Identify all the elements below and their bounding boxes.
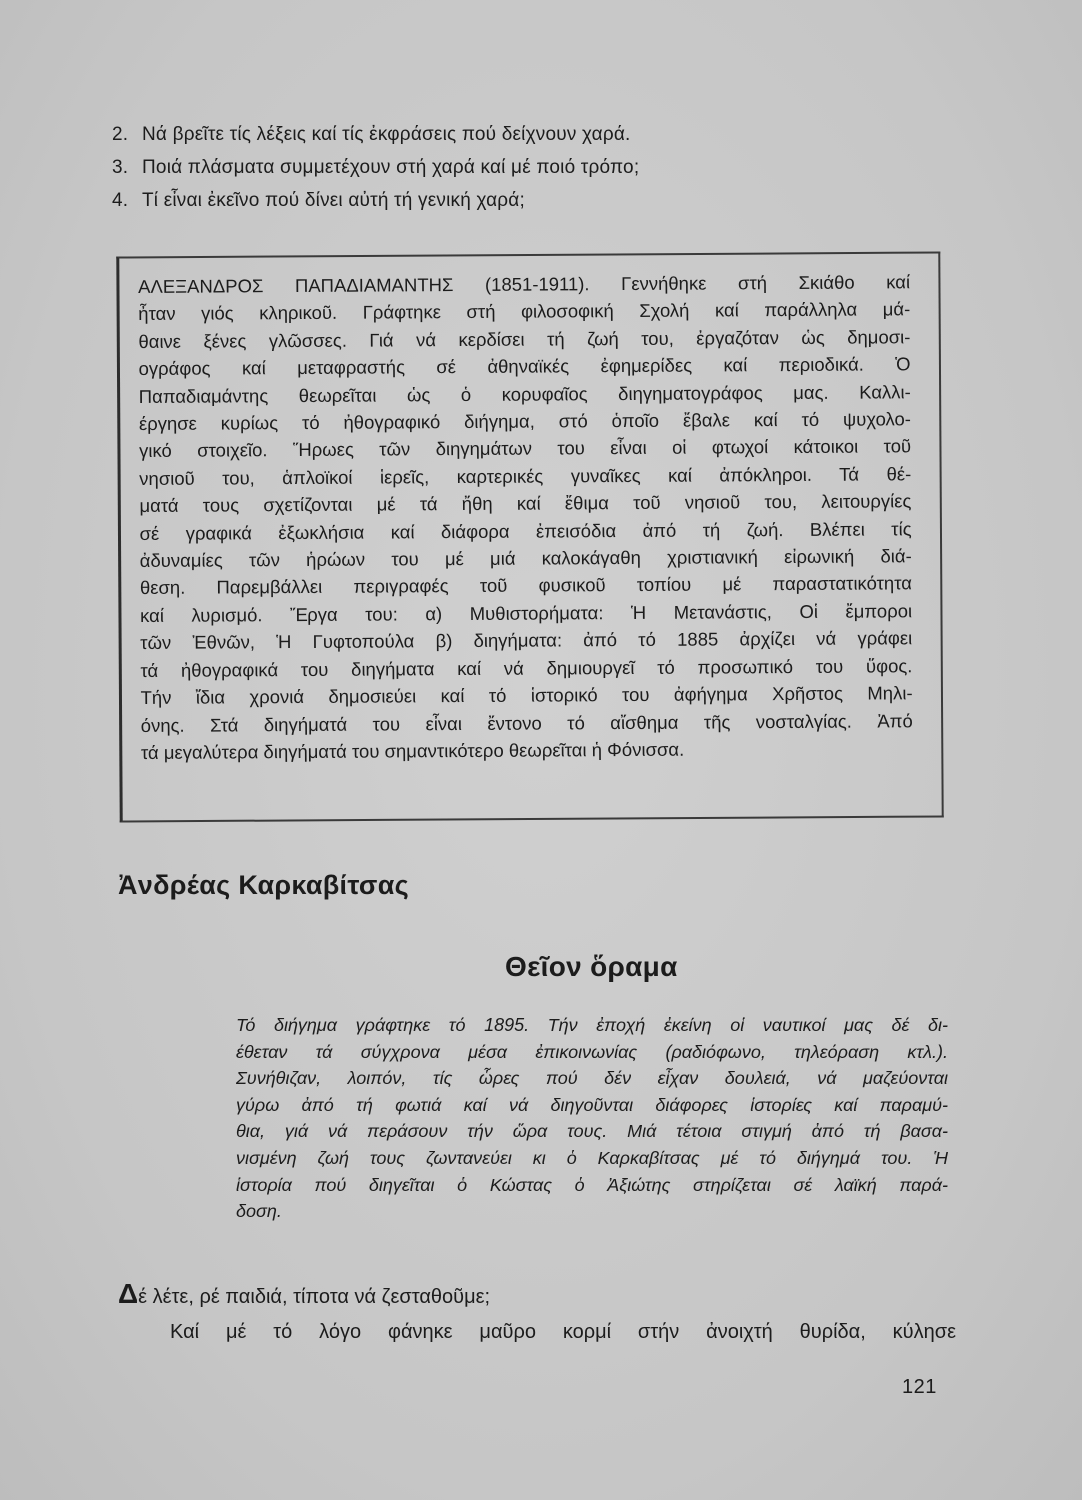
bio-line: καί λυρισμό. Ἔργα του: α) Μυθιστορήματα: Ἡ Μετανάστις, Οἱ ἔμποροι bbox=[140, 600, 913, 626]
bio-line: θαινε ξένες γλῶσσες. Γιά νά κερδίσει τή ζωή του, ἐργαζόταν ὡς δημοσι- bbox=[138, 326, 911, 352]
question-item bbox=[112, 118, 832, 151]
question-text: Ποιά πλάσματα συμμετέχουν στή χαρά καί μέ ποιό τρόπο; bbox=[142, 157, 640, 178]
intro-line: γύρω ἀπό τή φωτιά καί νά διηγοῦνται διάφορες ἱστορίες καί παραμύ- bbox=[236, 1094, 948, 1115]
intro-line: νισμένη ζωή τους ζωντανεύει κι ὁ Καρκαβίτσας μέ τό διήγημά του. Ἡ bbox=[236, 1147, 948, 1168]
bio-line: τά ἠθογραφικά του διηγήματα καί νά δημιουργεῖ τό προσωπικό του ὕφος. bbox=[140, 654, 913, 681]
intro-line: δοση. bbox=[236, 1201, 282, 1222]
drop-letter: Δ bbox=[118, 1278, 139, 1309]
questions-list bbox=[112, 118, 832, 217]
question-number: 3. bbox=[112, 157, 129, 178]
intro-line: θια, γιά νά περάσουν τήν ὥρα τους. Μιά τέτοια στιγμή ἀπό τή βασα- bbox=[236, 1121, 948, 1142]
story-first-line-text: έ λέτε, ρέ παιδιά, τίποτα νά ζεσταθοῦμε; bbox=[138, 1286, 491, 1308]
question-text: Τί εἶναι ἐκεῖνο πού δίνει αὐτή τή γενική χαρά; bbox=[142, 190, 525, 211]
bio-text bbox=[138, 268, 913, 766]
bio-line: Παπαδιαμάντης θεωρεῖται ὡς ὁ κορυφαῖος διηγηματογράφος μας. Καλλι- bbox=[138, 380, 911, 407]
bio-line: ματά τους σχετίζονται μέ τά ἤθη καί ἔθιμα τοῦ νησιοῦ του, λειτουργίες bbox=[139, 490, 912, 517]
intro-line: Τό διήγημα γράφτηκε τό 1895. Τήν ἐποχή ἐκείνη οἱ ναυτικοί μας δέ δι- bbox=[236, 1015, 948, 1035]
question-number: 2. bbox=[112, 124, 129, 145]
bio-line: έργησε κυρίως τό ἠθογραφικό διήγημα, στό ὁποῖο ἔβαλε καί τό ψυχολο- bbox=[138, 408, 911, 435]
bio-line: σέ γραφικά ἐξωκλήσια καί διάφορα ἐπεισόδια ἀπό τή ζωή. Βλέπει τίς bbox=[139, 517, 912, 544]
question-item bbox=[112, 151, 832, 184]
story-first-line bbox=[118, 1276, 956, 1315]
intro-line: έθεταν τά σύγχρονα μέσα ἐπικοινωνίας (ραδιόφωνο, τηλεόραση κτλ.). bbox=[236, 1041, 948, 1062]
question-text: Νά βρεῖτε τίς λέξεις καί τίς ἐκφράσεις πού δείχνουν χαρά. bbox=[142, 124, 631, 145]
question-item bbox=[112, 184, 832, 217]
bio-line: Τήν ἴδια χρονιά δημοσιεύει καί τό ἱστορικό του ἀφήγημα Χρῆστος Μηλι- bbox=[140, 682, 913, 709]
question-number: 4. bbox=[112, 190, 129, 211]
bio-line: γικό στοιχεῖο. Ἥρωες τῶν διηγημάτων του εἶναι οἱ φτωχοί κάτοικοι τοῦ bbox=[139, 435, 912, 462]
bio-line: τῶν Ἐθνῶν, Ἡ Γυφτοπούλα β) διηγήματα: ἀπό τό 1885 ἀρχίζει νά γράφει bbox=[140, 627, 913, 654]
bio-line: όνης. Στά διηγήματά του εἶναι ἔντονο τό αἴσθημα τῆς νοσταλγίας. Ἀπό bbox=[140, 709, 913, 736]
intro-line: ἱστορία πού διηγεῖται ὁ Κώστας ὁ Ἀξιώτης στηρίζεται σέ λαϊκή παρά- bbox=[236, 1174, 948, 1195]
bio-line: ΑΛΕΞΑΝΔΡΟΣ ΠΑΠΑΔΙΑΜΑΝΤΗΣ (1851-1911). Γεννήθηκε στή Σκιάθο καί bbox=[138, 271, 911, 297]
bio-line: ἀδυναμίες τῶν ἡρώων του μέ μιά καλοκάγαθη χριστιανική εἰρωνική διά- bbox=[139, 545, 912, 572]
author-heading: Ἀνδρέας Καρκαβίτσας bbox=[118, 870, 409, 900]
story-second-line: Καί μέ τό λόγο φάνηκε μαῦρο κορμί στήν ἀνοιχτή θυρίδα, κύλησε bbox=[170, 1321, 956, 1343]
bio-line: νησιοῦ του, ἁπλοϊκοί ἱερεῖς, καρτερικές γυναῖκες καί ἀπόκληροι. Τά θέ- bbox=[139, 463, 912, 489]
bio-line: τά μεγαλύτερα διηγήματά του σημαντικότερο θεωρεῖται ἡ Φόνισσα. bbox=[140, 738, 685, 763]
bio-line: ογράφος καί μεταφραστής σέ ἀθηναϊκές ἐφημερίδες καί περιοδικά. Ὁ bbox=[138, 353, 911, 380]
story-title: Θεῖον ὅραμα bbox=[505, 951, 678, 982]
intro-line: Συνήθιζαν, λοιπόν, τίς ὧρες πού δέν εἶχαν δουλειά, νά μαζεύονται bbox=[236, 1068, 948, 1089]
bio-line: θεση. Παρεμβάλλει περιγραφές τοῦ φυσικοῦ τοπίου μέ παραστατικότητα bbox=[139, 572, 912, 599]
page-number: 121 bbox=[902, 1376, 937, 1398]
story-body bbox=[118, 1276, 956, 1350]
story-intro bbox=[236, 1012, 948, 1225]
bio-line: ἦταν γιός κληρικοῦ. Γράφτηκε στή φιλοσοφική Σχολή καί παράλληλα μά- bbox=[138, 298, 911, 325]
